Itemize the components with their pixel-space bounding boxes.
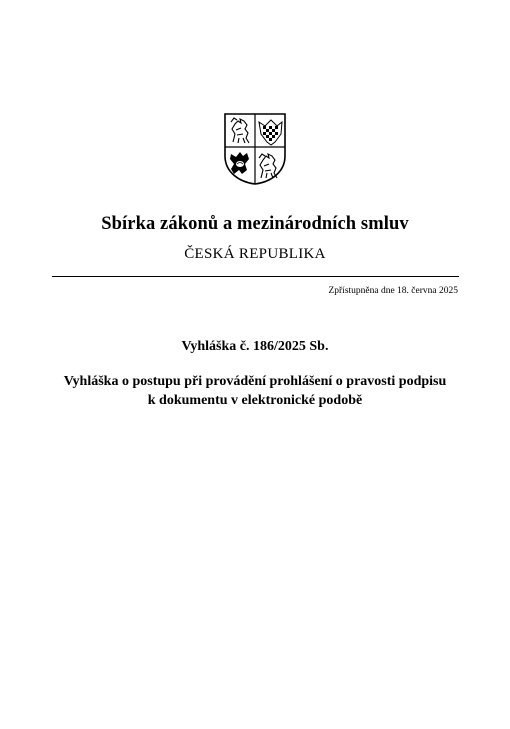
publication-date: Zpřístupněna dne 18. června 2025 xyxy=(328,286,458,296)
header-divider xyxy=(52,276,459,277)
document-title: Vyhláška o postupu při provádění prohlášení o pravosti podpisu k dokumentu v elektronické podobě xyxy=(63,374,447,408)
czech-coat-of-arms-icon xyxy=(223,112,287,186)
document-number: Vyhláška č. 186/2025 Sb. xyxy=(181,339,329,354)
collection-title: Sbírka zákonů a mezinárodních smluv xyxy=(101,214,409,234)
country-name: ČESKÁ REPUBLIKA xyxy=(184,246,326,262)
